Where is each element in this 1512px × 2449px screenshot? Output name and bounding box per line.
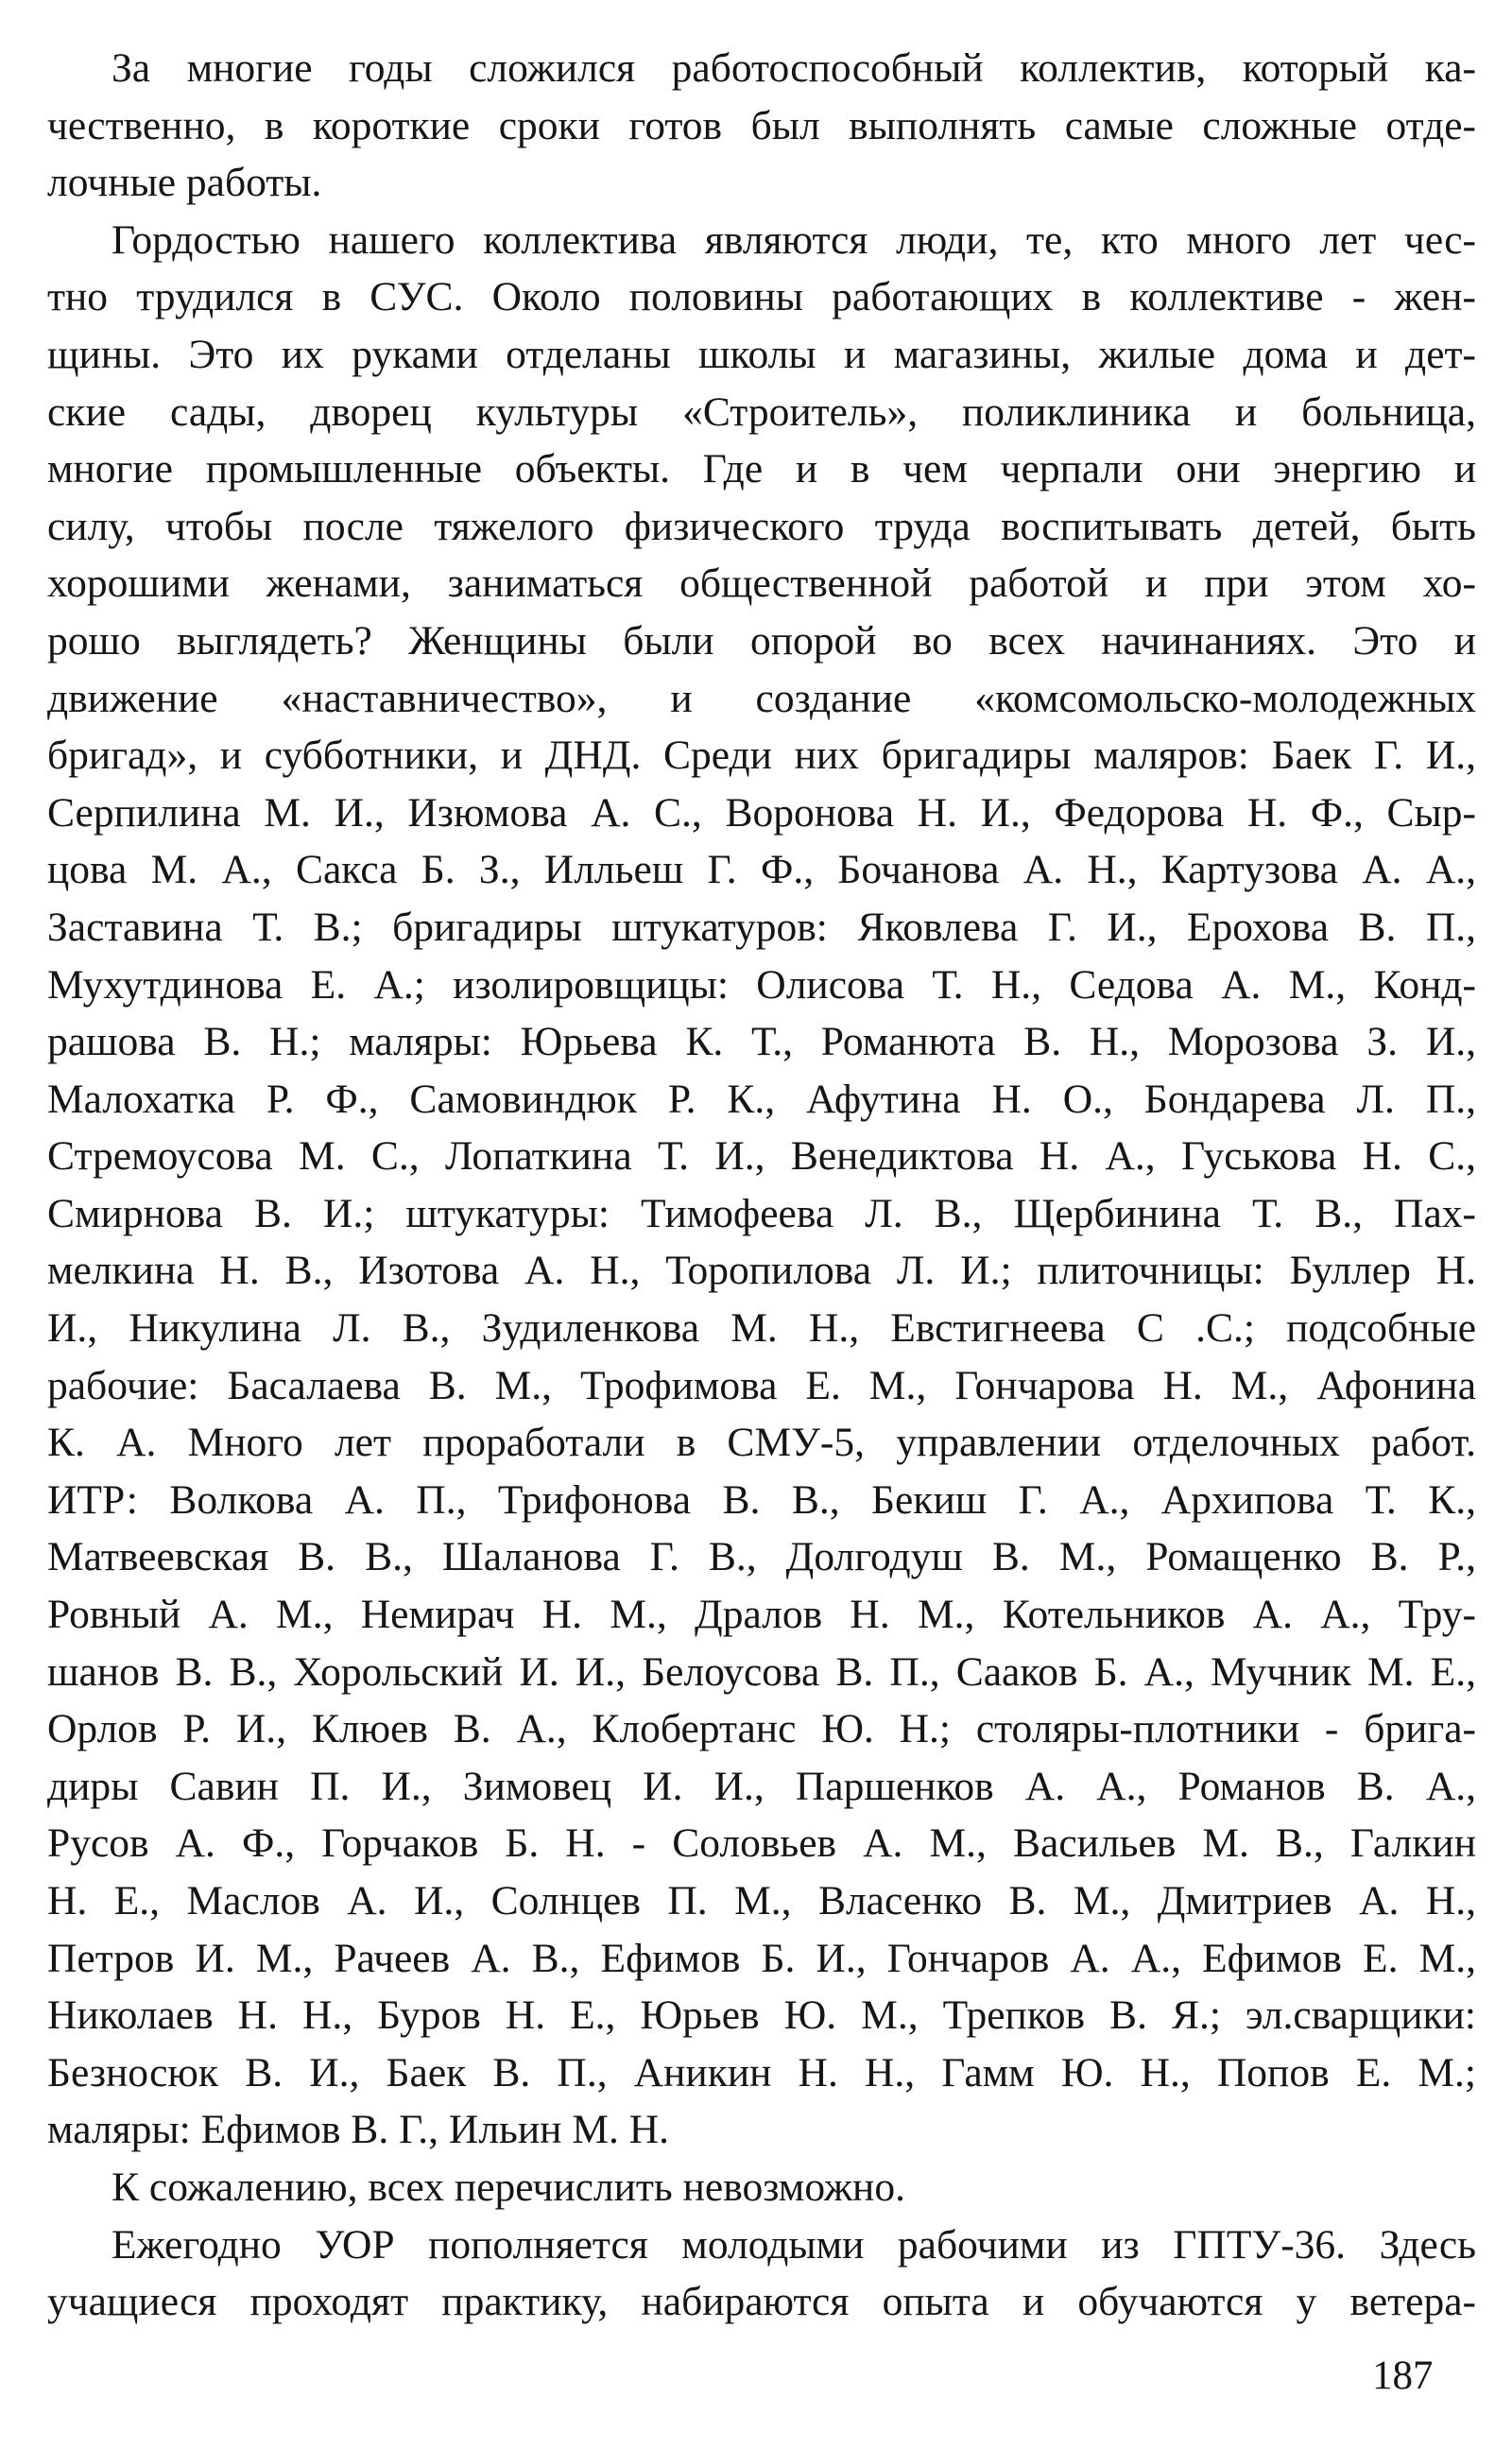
text-line: многие промышленные объекты. Где и в чем черпали они энергию и	[47, 446, 1476, 492]
text-line: Гордостью нашего коллектива являются люди, те, кто много лет чес-	[112, 216, 1476, 263]
text-line: ИТР: Волкова А. П., Трифонова В. В., Бекиш Г. А., Архипова Т. К.,	[47, 1476, 1476, 1523]
text-line: рабочие: Басалаева В. М., Трофимова Е. М., Гончарова Н. М., Афонина	[47, 1362, 1476, 1408]
text-line: Смирнова В. И.; штукатуры: Тимофеева Л. В., Щербинина Т. В., Пах-	[47, 1190, 1476, 1236]
text-line: Безносюк В. И., Баек В. П., Аникин Н. Н., Гамм Ю. Н., Попов Е. М.;	[47, 2049, 1476, 2095]
text-line: силу, чтобы после тяжелого физического труда воспитывать детей, быть	[47, 503, 1476, 549]
text-line: движение «наставничество», и создание «комсомольско-молодежных	[47, 675, 1476, 721]
text-line: Серпилина М. И., Изюмова А. С., Воронова Н. И., Федорова Н. Ф., Сыр-	[47, 789, 1476, 836]
text-line: Ровный А. М., Немирач Н. М., Дралов Н. М., Котельников А. А., Тру-	[47, 1592, 1476, 1638]
text-line: щины. Это их руками отделаны школы и магазины, жилые дома и дет-	[47, 331, 1476, 377]
text-line: маляры: Ефимов В. Г., Ильин М. Н.	[47, 2107, 670, 2153]
text-line: Ежегодно УОР пополняется молодыми рабочими из ГПТУ-36. Здесь	[112, 2221, 1476, 2268]
text-line: цова М. А., Сакса Б. З., Илльеш Г. Ф., Бочанова А. Н., Картузова А. А.,	[47, 847, 1476, 893]
text-line: Мухутдинова Е. А.; изолировщицы: Олисова Т. Н., Седова А. М., Конд-	[47, 961, 1476, 1008]
text-line: лочные работы.	[47, 160, 322, 206]
text-line: тно трудился в СУС. Около половины работающих в коллективе - жен-	[47, 274, 1476, 320]
page-number: 187	[1372, 2354, 1434, 2398]
text-line: Николаев Н. Н., Буров Н. Е., Юрьев Ю. М., Трепков В. Я.; эл.сварщики:	[47, 1992, 1476, 2039]
text-line: К. А. Много лет проработали в СМУ-5, управлении отделочных работ.	[47, 1420, 1476, 1466]
text-line: Орлов Р. И., Клюев В. А., Клобертанс Ю. Н.; столяры-плотники - брига-	[47, 1706, 1476, 1752]
text-line: Петров И. М., Рачеев А. В., Ефимов Б. И., Гончаров А. А., Ефимов Е. М.,	[47, 1935, 1476, 1981]
text-line: шанов В. В., Хорольский И. И., Белоусова В. П., Сааков Б. А., Мучник М. Е.,	[47, 1648, 1476, 1695]
text-line: Русов А. Ф., Горчаков Б. Н. - Соловьев А. М., Васильев М. В., Галкин	[47, 1820, 1476, 1867]
text-line: За многие годы сложился работоспособный коллектив, который ка-	[112, 45, 1476, 91]
text-line: хорошими женами, заниматься общественной работой и при этом хо-	[47, 561, 1476, 607]
text-line: К сожалению, всех перечислить невозможно.	[112, 2164, 905, 2210]
text-line: чественно, в короткие сроки готов был выполнять самые сложные отде-	[47, 102, 1476, 148]
text-line: Стремоусова М. С., Лопаткина Т. И., Венедиктова Н. А., Гуськова Н. С.,	[47, 1133, 1476, 1180]
text-line: Н. Е., Маслов А. И., Солнцев П. М., Власенко В. М., Дмитриев А. Н.,	[47, 1878, 1476, 1923]
text-line: ские сады, дворец культуры «Строитель», поликлиника и больница,	[47, 388, 1476, 435]
text-line: рашова В. Н.; маляры: Юрьева К. Т., Романюта В. Н., Морозова З. И.,	[47, 1019, 1476, 1065]
text-line: учащиеся проходят практику, набираются опыта и обучаются у ветера-	[47, 2279, 1476, 2325]
text-line: Заставина Т. В.; бригадиры штукатуров: Яковлева Г. И., Ерохова В. П.,	[47, 904, 1476, 950]
text-line: мелкина Н. В., Изотова А. Н., Торопилова Л. И.; плиточницы: Буллер Н.	[47, 1248, 1476, 1294]
body-text	[47, 40, 1476, 2331]
text-line: И., Никулина Л. В., Зудиленкова М. Н., Евстигнеева С .С.; подсобные	[47, 1305, 1476, 1352]
text-line: диры Савин П. И., Зимовец И. И., Паршенков А. А., Романов В. А.,	[47, 1763, 1476, 1809]
text-line: рошо выглядеть? Женщины были опорой во всех начинаниях. Это и	[47, 617, 1476, 664]
text-line: бригад», и субботники, и ДНД. Среди них бригадиры маляров: Баек Г. И.,	[47, 733, 1476, 779]
text-line: Матвеевская В. В., Шаланова Г. В., Долгодуш В. М., Ромащенко В. Р.,	[47, 1534, 1476, 1580]
text-line: Малохатка Р. Ф., Самовиндюк Р. К., Афутина Н. О., Бондарева Л. П.,	[47, 1076, 1476, 1122]
